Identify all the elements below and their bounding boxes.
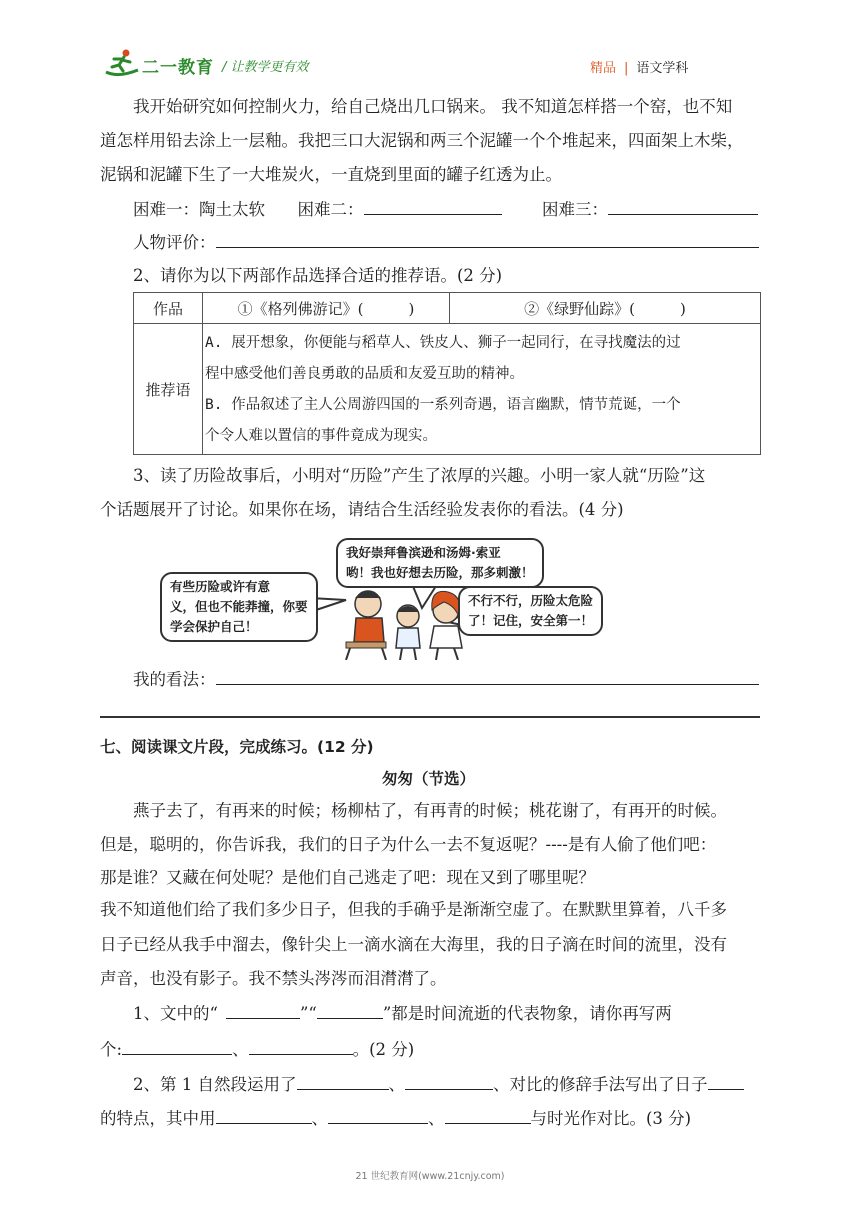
q3-line2: 个话题展开了讨论。如果你在场，请结合生活经验发表你的看法。(4 分): [100, 500, 624, 519]
evaluation-blank[interactable]: [216, 233, 759, 248]
header-separator: |: [624, 61, 629, 76]
options-cell: [203, 324, 761, 455]
passage1-line1: 我开始研究如何控制火力，给自己烧出几口锅来。 我不知道怎样搭一个窑，也不知: [133, 97, 733, 116]
s7-q2-text-b: 、对比的修辞手法写出了日子: [493, 1075, 708, 1094]
speech-bubble-father: [160, 572, 318, 642]
difficulty3-blank[interactable]: [608, 200, 758, 215]
s7-q2-end: 与时光作对比。(3 分): [530, 1109, 692, 1128]
difficulty2-blank[interactable]: [364, 200, 502, 215]
opinion-row: [133, 670, 759, 690]
difficulty-row: [133, 200, 758, 220]
optionA-line1: A. 展开想象，你便能与稻草人、铁皮人、狮子一起同行，在寻找魔法的过: [205, 335, 681, 351]
optionB-line1: B. 作品叙述了主人公周游四国的一系列奇遇，语言幽默，情节荒诞，一个: [205, 397, 681, 413]
s7-q2-sep2: 、: [311, 1109, 328, 1128]
subject-label: 语文学科: [636, 61, 689, 76]
premium-label: 精品: [590, 61, 617, 76]
s7-q2-blank1[interactable]: [297, 1075, 389, 1090]
difficulty2-label: 困难二：: [297, 200, 364, 219]
recommendation-table: [133, 292, 761, 455]
passage1-line2: 道怎样用铅去涂上一层釉。我把三口大泥锅和两三个泥罐一个个堆起来，四面架上木柴，: [100, 131, 744, 150]
passage2-line2: 但是，聪明的，你告诉我，我们的日子为什么一去不复返呢？----是有人偷了他们吧：: [100, 835, 717, 854]
logo-text: 二一教育: [142, 58, 214, 78]
difficulty1-label: 困难一：: [133, 200, 199, 219]
bubble-child-line2: 哟！我也好想去历险，那多刺激！: [346, 565, 534, 580]
discussion-cartoon: [160, 536, 592, 660]
s7-q2-text-c: 的特点，其中用: [100, 1109, 216, 1128]
s7-q2-blank5[interactable]: [328, 1109, 428, 1124]
passage2-line1: 燕子去了，有再来的时候；杨柳枯了，有再青的时候；桃花谢了，有再开的时候。: [133, 801, 727, 820]
passage2-line4: 我不知道他们给了我们多少日子，但我的手确乎是渐渐空虚了。在默默里算着，八千多: [100, 900, 727, 919]
opinion-blank[interactable]: [216, 670, 759, 685]
optionA-line2: 程中感受他们善良勇敢的品质和友爱互助的精神。: [205, 366, 524, 382]
section-divider: [100, 716, 760, 718]
passage1-line3: 泥锅和泥罐下生了一大堆炭火，一直烧到里面的罐子红透为止。: [100, 165, 562, 184]
s7-q1-blank4[interactable]: [249, 1040, 353, 1055]
passage2-line3: 那是谁？又藏在何处呢？是他们自己逃走了吧：现在又到了哪里呢？: [100, 868, 595, 887]
s7-q2-line1: [133, 1075, 744, 1095]
difficulty1-value: 陶土太软: [199, 200, 265, 219]
s7-q1-text-a: 1、文中的“: [133, 1004, 218, 1023]
q2-prompt: 2、请你为以下两部作品选择合适的推荐语。(2 分): [133, 266, 503, 285]
slogan: / 让教学更有效: [222, 60, 309, 75]
evaluation-row: [133, 233, 759, 253]
bubble-father-line2: 义，但也不能莽撞，你要: [170, 599, 308, 614]
difficulty3-label: 困难三：: [542, 200, 608, 219]
s7-q1-end: 。(2 分): [352, 1040, 415, 1059]
section7-title: 七、阅读课文片段，完成练习。(12 分): [100, 738, 374, 756]
speech-bubble-mother: [458, 586, 603, 636]
work1-cell[interactable]: ①《格列佛游记》( ): [203, 293, 450, 324]
s7-q2-sep3: 、: [428, 1109, 445, 1128]
bubble-mother-line2: 了！记住，安全第一！: [468, 613, 594, 628]
s7-q2-blank2[interactable]: [405, 1075, 493, 1090]
speech-bubble-child: [336, 538, 544, 588]
s7-q1-text-b: ”都是时间流逝的代表物象，请你再写两: [382, 1004, 672, 1023]
s7-q1-blank2[interactable]: [317, 1004, 383, 1019]
work2-cell[interactable]: ②《绿野仙踪》( ): [450, 293, 761, 324]
bubble-child-line1: 我好崇拜鲁滨逊和汤姆·索亚: [346, 545, 501, 560]
q3-line1: 3、读了历险故事后，小明对“历险”产生了浓厚的兴趣。小明一家人就“历险”这: [133, 466, 706, 485]
s7-q1-blank1[interactable]: [226, 1004, 300, 1019]
col-work-header: 作品: [134, 293, 203, 324]
bubble-mother-line1: 不行不行，历险太危险: [468, 593, 594, 608]
passage-title: 匆匆（节选）: [382, 770, 476, 788]
s7-q2-blank4[interactable]: [216, 1109, 312, 1124]
bubble-father-line3: 学会保护自己！: [170, 619, 258, 634]
bubble-father-line1: 有些历险或许有意: [170, 579, 271, 594]
col-rec-header: 推荐语: [134, 324, 203, 455]
s7-q2-blank3[interactable]: [708, 1075, 744, 1090]
s7-q2-sep: 、: [388, 1075, 405, 1094]
s7-q1-line1: [133, 1004, 672, 1024]
passage2-line5: 日子已经从我手中溜去，像针尖上一滴水滴在大海里，我的日子滴在时间的流里，没有: [100, 935, 727, 954]
s7-q2-line2: [100, 1109, 691, 1129]
passage2-line6: 声音，也没有影子。我不禁头涔涔而泪潸潸了。: [100, 969, 447, 988]
s7-q2-text-a: 2、第 1 自然段运用了: [133, 1075, 297, 1094]
s7-q2-blank6[interactable]: [445, 1109, 531, 1124]
s7-q1-blank3[interactable]: [122, 1040, 232, 1055]
evaluation-label: 人物评价：: [133, 233, 216, 252]
opinion-label: 我的看法：: [133, 670, 216, 689]
header-right: [590, 57, 688, 76]
s7-q1-sep: 、: [232, 1040, 249, 1059]
optionB-line2: 个令人难以置信的事件竟成为现实。: [205, 428, 437, 444]
runner-logo-icon: [104, 48, 140, 78]
s7-q1-text-c: 个:: [100, 1040, 123, 1059]
s7-q1-line2: [100, 1040, 414, 1060]
footer: 21 世纪教育网(www.21cnjy.com): [355, 1171, 505, 1182]
s7-q1-text-mid: ”“: [299, 1004, 317, 1023]
